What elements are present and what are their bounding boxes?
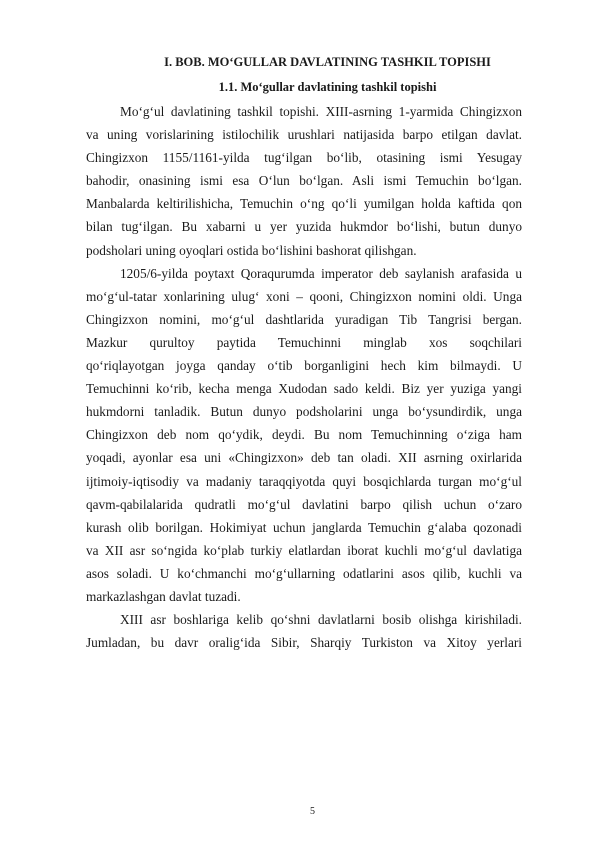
text-line: podsholari uning oyoqlari ostida bo‘lishini bashorat qilishgan. — [86, 242, 417, 258]
body-text — [86, 100, 522, 654]
chapter-title: I. BOB. MO‘GULLAR DAVLATINING TASHKIL TOPISHI — [164, 55, 491, 69]
text-line: Temuchinni ko‘rib, kecha menga Xudodan sado keldi. Biz yer yuziga yangi — [86, 381, 522, 397]
text-line: va XII asr so‘ngida ko‘plab turkiy elatlardan iborat kuchli mo‘g‘ul davlatiga — [86, 542, 522, 558]
page-number: 5 — [310, 806, 315, 817]
text-line: 1205/6-yilda poytaxt Qoraqurumda imperator deb saylanish arafasida u — [120, 265, 522, 281]
text-line: XIII asr boshlariga kelib qo‘shni davlatlarni bosib olishga kirishiladi. — [120, 612, 522, 628]
text-line: Mo‘g‘ul davlatining tashkil topishi. XIII-asrning 1-yarmida Chingizxon — [120, 104, 522, 119]
text-line: ijtimoiy-iqtisodiy va madaniy taraqqiyotda quyi bosqichlarda turgan mo‘g‘ul — [86, 473, 522, 489]
text-line: Chingizxon deb nom qo‘ydik, deydi. Bu nom Temuchinning o‘ziga ham — [86, 427, 522, 443]
text-line: bahodir, onasining ismi esa O‘lun bo‘lgan. Asli ismi Temuchin bo‘lgan. — [86, 173, 522, 189]
text-line: kurash olib borilgan. Hokimiyat uchun janglarda Temuchin g‘alaba qozonadi — [86, 519, 522, 535]
text-line: hukmdorni tanladik. Butun dunyo podsholarini unga bo‘ysundirdik, unga — [86, 404, 522, 420]
text-line: va uning vorislarining istilochilik urushlari natijasida barpo etilgan davlat. — [86, 127, 522, 143]
text-line: Manbalarda keltirilishicha, Temuchin o‘ng qo‘li yumilgan holda kaftida qon — [86, 196, 522, 212]
text-line: Jumladan, bu davr oralig‘ida Sibir, Sharqiy Turkiston va Xitoy yerlari — [86, 635, 522, 651]
text-line: Chingizxon 1155/1161-yilda tug‘ilgan bo‘lib, otasining ismi Yesugay — [86, 150, 522, 166]
text-line: qavm-qabilalarida qudratli mo‘g‘ul davlatini barpo qilish uchun o‘zaro — [86, 496, 522, 512]
text-line: qo‘riqlayotgan joyga qanday o‘tib borganligini hech kim bilmaydi. U — [86, 358, 522, 374]
text-line: mo‘g‘ul-tatar xonlarining ulug‘ xoni – qooni, Chingizxon nomini oldi. Unga — [86, 288, 522, 304]
text-line: asos soladi. U ko‘chmanchi mo‘g‘ullarning odatlarini asos qilib, kuchli va — [86, 565, 522, 581]
text-line: Chingizxon nomini, mo‘g‘ul dashtlarida yuradigan Tib Tangrisi bergan. — [86, 311, 522, 327]
text-line: markazlashgan davlat tuzadi. — [86, 588, 241, 604]
text-line: yoqadi, ayonlar esa uni «Chingizxon» deb tan oladi. XII asrning oxirlarida — [86, 450, 522, 466]
text-line: bilan tug‘ilgan. Bu xabarni u yer yuzida hukmdor bo‘lishi, butun dunyo — [86, 219, 522, 235]
text-line: Mazkur qurultoy paytida Temuchinni minglab xos soqchilari — [86, 334, 522, 350]
section-title: 1.1. Mo‘gullar davlatining tashkil topishi — [218, 80, 437, 94]
